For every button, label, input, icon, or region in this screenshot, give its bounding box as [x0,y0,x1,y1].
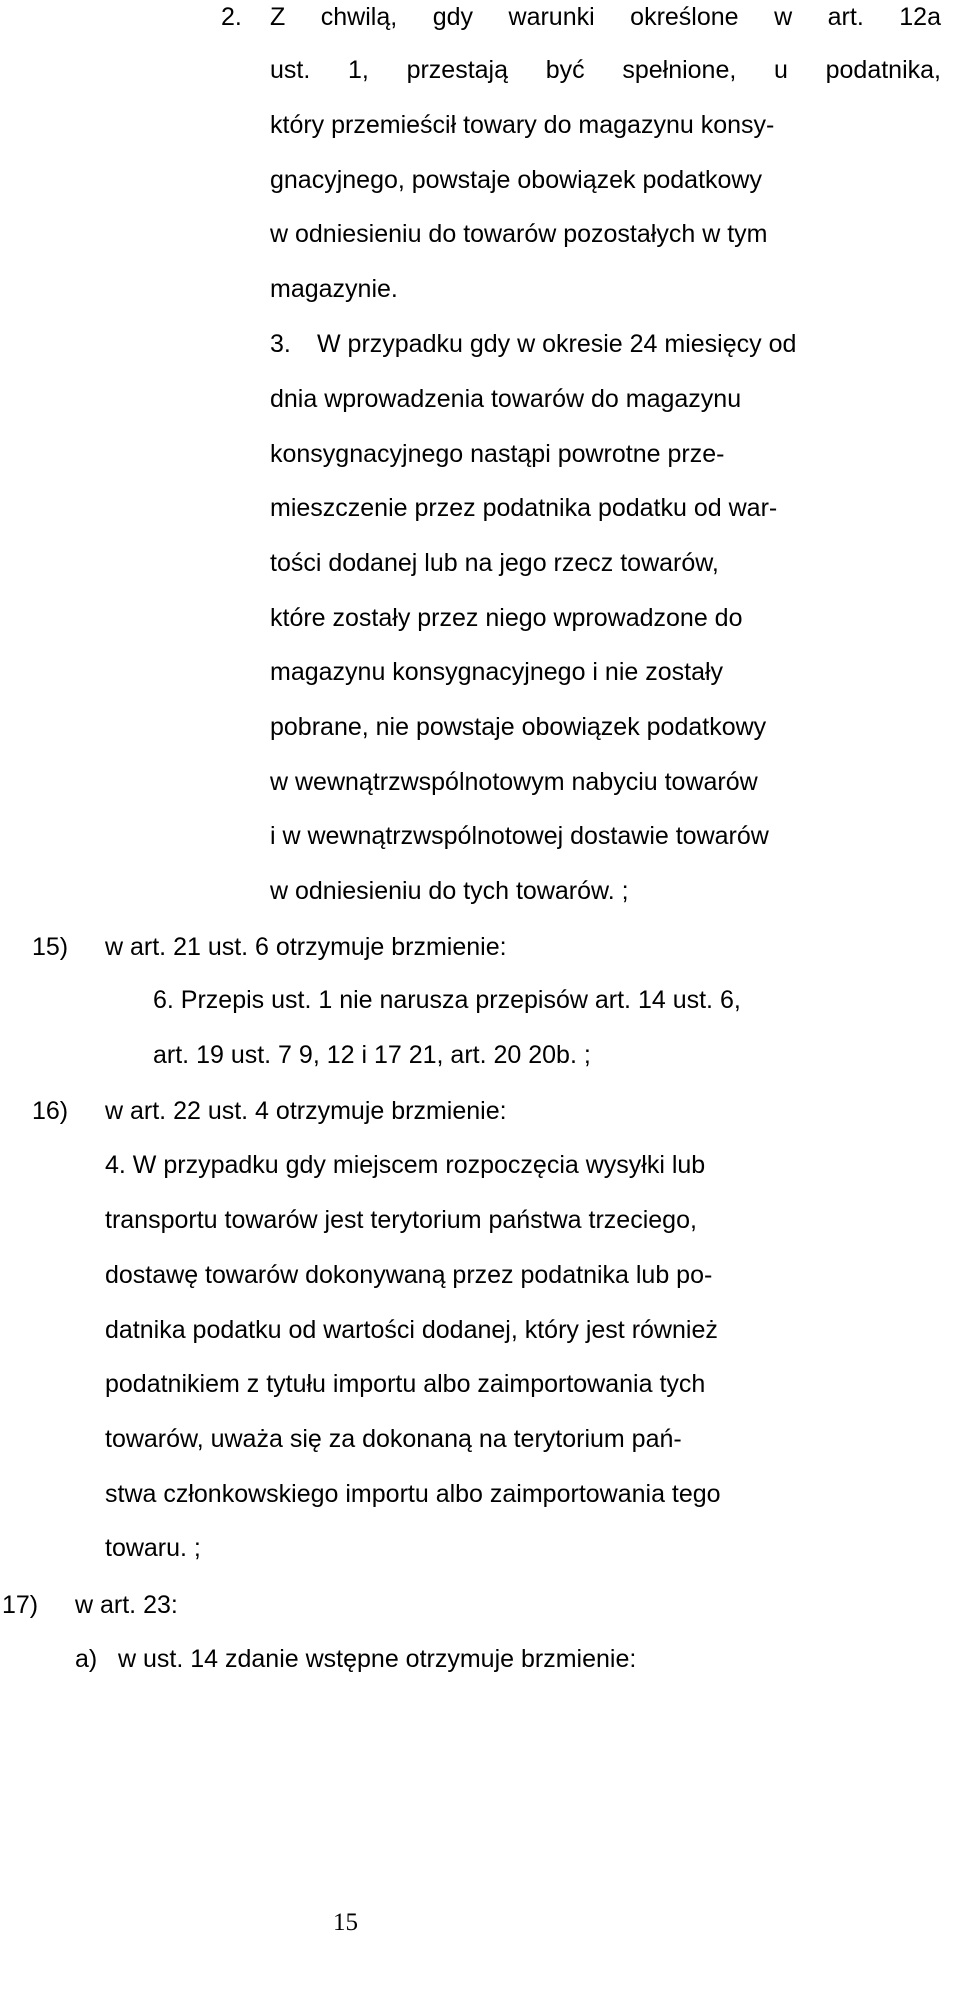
item-16-number: 16) [32,1097,69,1125]
section-2-line-3: który przemieścił towary do magazynu konsy- [270,111,775,139]
section-2-line-1: Z chwilą, gdy warunki określone w art. 12a [270,3,941,31]
item-15-line-1: 6. Przepis ust. 1 nie narusza przepisów art. 14 ust. 6, [153,986,741,1014]
section-2-number: 2. [221,3,242,31]
item-16-line-3: dostawę towarów dokonywaną przez podatnika lub po- [105,1261,713,1289]
item-16-line-7: stwa członkowskiego importu albo zaimportowania tego [105,1480,721,1508]
section-3-line-4: mieszczenie przez podatnika podatku od war- [270,494,778,522]
section-3-line-2: dnia wprowadzenia towarów do magazynu [270,385,742,413]
item-16-line-4: datnika podatku od wartości dodanej, który jest również [105,1316,718,1344]
item-16-heading: w art. 22 ust. 4 otrzymuje brzmienie: [105,1097,507,1125]
section-3-line-1: W przypadku gdy w okresie 24 miesięcy od [317,330,797,358]
item-17-sub-a-letter: a) [75,1645,98,1673]
section-2-line-4: gnacyjnego, powstaje obowiązek podatkowy [270,166,762,194]
section-3-line-3: konsygnacyjnego nastąpi powrotne prze- [270,440,725,468]
item-16-line-2: transportu towarów jest terytorium państwa trzeciego, [105,1206,697,1234]
section-3-number: 3. [270,330,291,358]
item-17-heading: w art. 23: [75,1591,178,1619]
item-16-line-6: towarów, uważa się za dokonaną na terytorium pań- [105,1425,682,1453]
section-2-line-6: magazynie. [270,275,398,303]
section-3-line-7: magazynu konsygnacyjnego i nie zostały [270,658,724,686]
item-15-heading: w art. 21 ust. 6 otrzymuje brzmienie: [105,933,507,961]
item-15-number: 15) [32,933,69,961]
item-16-line-1: 4. W przypadku gdy miejscem rozpoczęcia wysyłki lub [105,1151,706,1179]
item-17-sub-a-text: w ust. 14 zdanie wstępne otrzymuje brzmienie: [118,1645,637,1673]
page-number: 15 [333,1909,358,1936]
item-17-number: 17) [2,1591,39,1619]
item-15-line-2: art. 19 ust. 7 9, 12 i 17 21, art. 20 20b. ; [153,1041,591,1069]
section-3-line-9: w wewnątrzwspólnotowym nabyciu towarów [270,768,758,796]
section-3-line-10: i w wewnątrzwspólnotowej dostawie towarów [270,822,769,850]
section-3-line-6: które zostały przez niego wprowadzone do [270,604,743,632]
section-3-line-8: pobrane, nie powstaje obowiązek podatkowy [270,713,767,741]
section-2-line-2: ust. 1, przestają być spełnione, u podatnika, [270,56,941,84]
section-2-line-5: w odniesieniu do towarów pozostałych w tym [270,220,768,248]
item-16-line-5: podatnikiem z tytułu importu albo zaimportowania tych [105,1370,706,1398]
item-16-line-8: towaru. ; [105,1534,201,1562]
section-3-line-11: w odniesieniu do tych towarów. ; [270,877,629,905]
section-3-line-5: tości dodanej lub na jego rzecz towarów, [270,549,719,577]
